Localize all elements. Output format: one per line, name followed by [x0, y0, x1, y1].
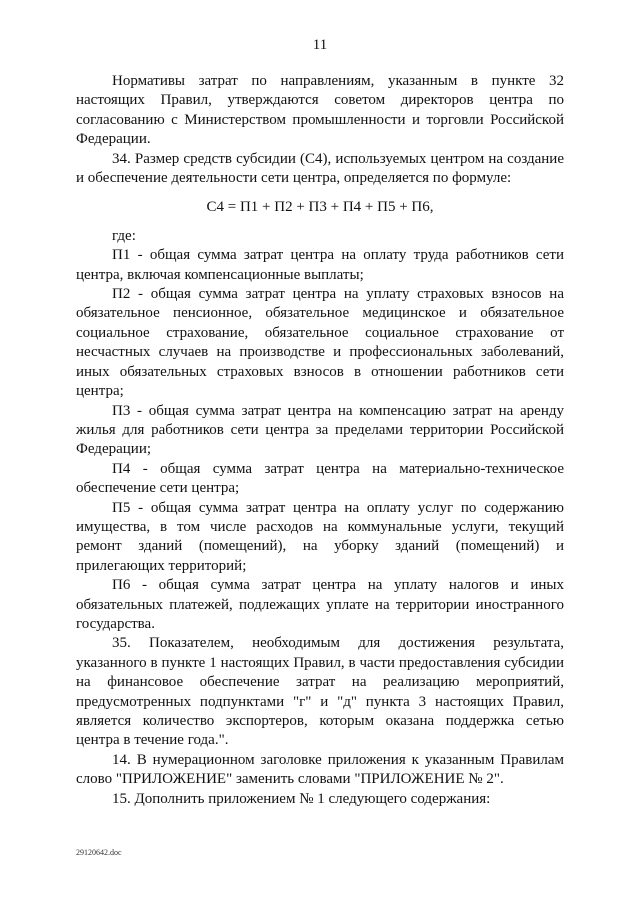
page-number: 11: [312, 37, 328, 53]
where-label: где:: [112, 227, 136, 244]
definition-p4: П4 - общая сумма затрат центра на материально-техническое обеспечение сети центра;: [76, 460, 564, 497]
definition-p6: П6 - общая сумма затрат центра на уплату налогов и иных обязательных платежей, подлежащих уплате на территории иностранного государства.: [76, 577, 564, 632]
paragraph-14: 14. В нумерационном заголовке приложения к указанным Правилам слово "ПРИЛОЖЕНИЕ" заменить словами "ПРИЛОЖЕНИЕ № 2".: [76, 751, 564, 788]
paragraph-35: 35. Показателем, необходимым для достижения результата, указанного в пункте 1 настоящих Правил, в части предоставления субсидии на финансовое обеспечение затрат на реализацию мероприятий, предусмотренных подпунктами "г" и "д" пункта 3 настоящих Правил, является количество экспортеров, которым оказана поддержка сетью центра в течение года.".: [76, 635, 564, 749]
paragraph-34: 34. Размер средств субсидии (С4), используемых центром на создание и обеспечение деятельности сети центра, определяется по формуле:: [76, 150, 564, 187]
paragraph-15: 15. Дополнить приложением № 1 следующего содержания:: [112, 790, 491, 807]
document-body: [76, 72, 564, 809]
paragraph-norms: Нормативы затрат по направлениям, указанным в пункте 32 настоящих Правил, утверждаются советом директоров центра по согласованию с Министерством промышленности и торговли Российской Федерации.: [76, 73, 564, 148]
formula-c4: С4 = П1 + П2 + П3 + П4 + П5 + П6,: [206, 199, 434, 216]
definition-p3: П3 - общая сумма затрат центра на компенсацию затрат на аренду жилья для работников сети центра за пределами территории Российской Федерации;: [76, 402, 564, 458]
definition-p2: П2 - общая сумма затрат центра на уплату страховых взносов на обязательное пенсионное, обязательное медицинское и обязательное социальное страхование, обязательное социальное страхование от несчастных случаев на производстве и профессиональных заболеваний, иных обязательных страховых взносов в отношении работников сети центра;: [76, 286, 564, 400]
definition-p1: П1 - общая сумма затрат центра на оплату труда работников сети центра, включая компенсационные выплаты;: [76, 247, 564, 283]
document-file-code: 29120642.doc: [76, 848, 122, 857]
definition-p5: П5 - общая сумма затрат центра на оплату услуг по содержанию имущества, в том числе расходов на коммунальные услуги, текущий ремонт зданий (помещений), на уборку зданий (помещений) и прилегающих территорий;: [76, 499, 564, 574]
